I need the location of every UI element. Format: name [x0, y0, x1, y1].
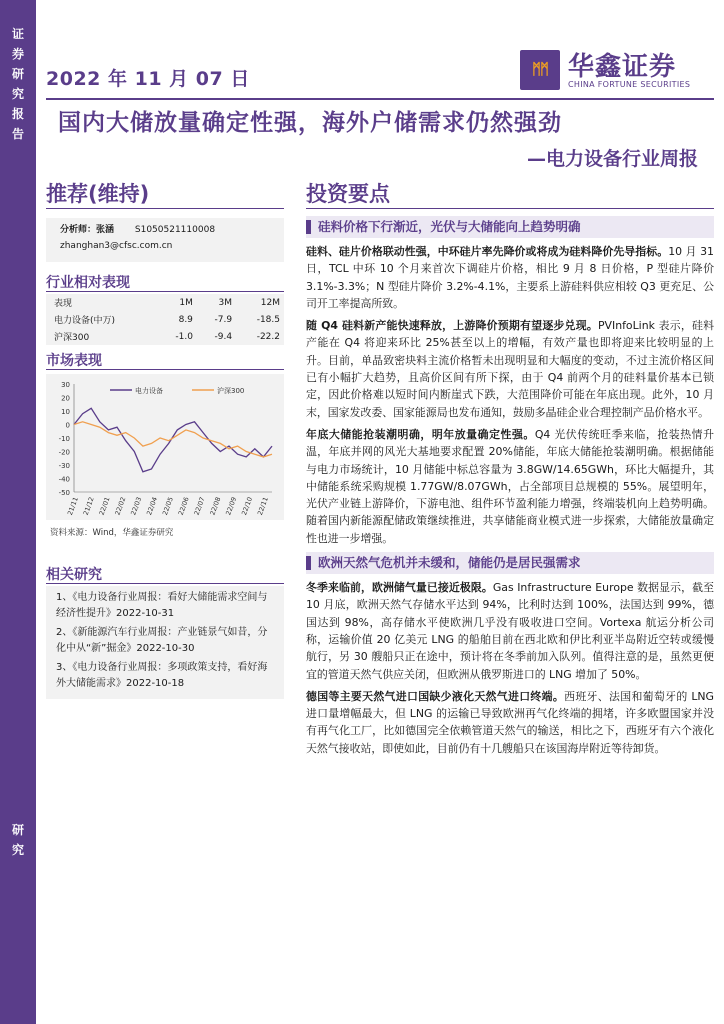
- y-tick-label: 10: [61, 408, 70, 416]
- legend-label: 沪深300: [217, 387, 245, 395]
- series-line-1: [74, 408, 272, 472]
- table-cell: 电力设备(中万): [54, 316, 116, 326]
- table-cell: -22.2: [256, 331, 280, 342]
- table-cell: 8.9: [178, 314, 193, 325]
- market-chart-panel: [46, 374, 284, 520]
- y-tick-label: -30: [58, 462, 70, 470]
- x-tick-label: 22/08: [208, 495, 223, 517]
- table-header-row: [46, 294, 284, 311]
- y-tick-label: -40: [58, 475, 70, 484]
- y-tick-label: 30: [61, 381, 70, 389]
- y-tick-label: -50: [58, 489, 70, 497]
- paragraph-text: Gas Infrastructure Europe 数据显示，截至 10 月底，欧洲天然气存储水平达到 94%，比利时达到 100%，法国达到 99%，德国达到 98%，高存储水平使欧洲几乎没有吸收进口空间。Vortexa 航运分析公司称，运输价值 20 亿美元 LNG 的船舶目前在西北欧和伊比利亚半岛附近空转或缓慢航行，另 30 艘船只正在途中，预计将在冬季前加入队列。值得注意的是，虽然更便宜的管道天然气供应关闭，但欧洲从俄罗斯进口的 LNG 增加了 50%。: [306, 581, 714, 681]
- market-title: 市场表现: [46, 353, 102, 369]
- related-item[interactable]: 3、《电力设备行业周报：多项政策支持，看好海外大储能需求》2022-10-18: [56, 662, 268, 689]
- report-title: 国内大储放量确定性强，海外户储需求仍然强劲: [58, 110, 562, 136]
- market-chart: [46, 374, 284, 520]
- paragraph: [306, 579, 714, 683]
- table-cell: -18.5: [256, 314, 280, 325]
- paragraph-lead: 年底大储能抢装潮明确，明年放量确定性强。: [306, 427, 535, 441]
- table-cell: 沪深300: [54, 333, 90, 343]
- x-tick-label: 22/04: [145, 495, 160, 517]
- table-header-cell: 12M: [260, 297, 280, 308]
- logo-text-en: CHINA FORTUNE SECURITIES: [568, 80, 691, 89]
- table-header-cell: 3M: [218, 297, 233, 308]
- x-tick-label: 22/09: [224, 495, 239, 517]
- table-row: [46, 328, 284, 345]
- section-heading: 硅料价格下行渐近，光伏与大储能向上趋势明确: [306, 216, 714, 238]
- x-tick-label: 21/11: [65, 495, 80, 517]
- report-date: 2022 年 11 月 07 日: [46, 68, 250, 90]
- paragraph-text: 10 月 31 日，TCL 中环 10 个月来首次下调硅片价格，相比 9 月 8 日价格，P 型硅片降价 3.1%-3.3%；N 型硅片降价 3.2%-4.1%，主要系上游硅料供应相较 Q3 更充足、公司开工率提高所致。: [306, 245, 714, 310]
- paragraph-lead: 硅料、硅片价格联动性强，中环硅片率先降价或将成为硅料降价先导指标。: [306, 245, 669, 258]
- analyst-name: 分析师：张涵: [60, 225, 115, 235]
- table-cell: -1.0: [175, 331, 193, 342]
- table-cell: -9.4: [214, 331, 233, 342]
- side-label-top: 证 券 研 究 报 告: [11, 27, 24, 141]
- related-list: [46, 586, 284, 699]
- left-divider: [46, 208, 284, 209]
- y-tick-label: 0: [65, 421, 70, 430]
- side-bar: [0, 0, 36, 1024]
- paragraph: [306, 243, 714, 312]
- paragraph-text: 西班牙、法国和葡萄牙的 LNG 进口量增幅最大，但 LNG 的运输已导致欧洲再气化终端的拥堵，许多欧盟国家并没有再气化工厂，比如德国完全依赖管道天然气的输送，相比之下，西班牙有六个液化天然气接收站，即使如此，目前仍有十几艘船只在该国海岸附近等待卸货。: [306, 689, 714, 755]
- analyst-box: [46, 218, 284, 262]
- x-tick-label: 22/02: [113, 495, 128, 517]
- related-item[interactable]: 2、《新能源汽车行业周报：产业链景气如昔，分化中从“新”掘金》2022-10-30: [56, 627, 268, 654]
- y-tick-label: -20: [58, 448, 70, 457]
- related-item[interactable]: 1、《电力设备行业周报：看好大储能需求空间与经济性提升》2022-10-31: [56, 592, 268, 619]
- x-tick-label: 22/07: [192, 495, 207, 517]
- related-divider: [46, 583, 284, 584]
- table-row: [46, 311, 284, 328]
- y-tick-label: 20: [61, 394, 70, 403]
- right-divider: [306, 208, 714, 209]
- x-tick-label: 22/10: [240, 495, 255, 517]
- section-heading: 欧洲天然气危机并未缓和，储能仍是居民强需求: [306, 552, 714, 574]
- x-tick-label: 22/06: [176, 495, 191, 517]
- report-subtitle: —电力设备行业周报: [526, 148, 698, 170]
- paragraph: [306, 426, 714, 547]
- chart-source: 资料来源：Wind，华鑫证券研究: [50, 528, 174, 538]
- company-logo: [520, 44, 715, 102]
- market-divider: [46, 369, 284, 370]
- x-tick-label: 22/01: [97, 495, 112, 517]
- x-tick-label: 22/05: [160, 495, 175, 517]
- table-header-cell: 1M: [179, 297, 193, 308]
- table-cell: -7.9: [214, 314, 233, 325]
- paragraph-lead: 冬季来临前，欧洲储气量已接近极限。: [306, 581, 493, 595]
- paragraph-lead: 德国等主要天然气进口国缺少液化天然气进口终端。: [306, 689, 565, 703]
- paragraph-text: Q4 光伏传统旺季来临，抢装热情升温，年底并网的风光大基地要求配置 20%储能，年底大储能抢装潮明确。根据储能与电力市场统计，10 月储能中标总容量为 3.8GW/14.65GWh，环比大幅提升，其中储能系统采购规模 1.77GW/8.07GWh，占全部项目总规模的 55%。展望明年，光伏产业链上游降价，下游电池、组件环节盈利能力增强，终端装机向上趋势明确。随着国内新能源配储政策继续推进，共享储能商业模式进一步探索，大储能放量确定性也进一步增强。: [306, 427, 714, 545]
- rating-label: 推荐(维持): [46, 182, 150, 206]
- side-label-bottom: 研 究: [11, 823, 24, 857]
- paragraph: [306, 688, 714, 757]
- x-tick-label: 22/03: [129, 495, 144, 517]
- table-header-cell: 表现: [54, 299, 73, 309]
- logo-text-cn: 华鑫证券: [568, 52, 677, 82]
- analyst-cert: S1050521110008: [134, 225, 216, 235]
- related-title: 相关研究: [46, 567, 102, 583]
- series-line-2: [74, 422, 272, 457]
- analyst-line: [60, 222, 270, 238]
- invest-points-title: 投资要点: [306, 182, 390, 206]
- perf-divider: [46, 291, 284, 292]
- paragraph-text: PVInfoLink 表示，硅料产能在 Q4 将迎来环比 25%甚至以上的增幅，有效产量也即将迎来比较明显的上升。目前，单晶致密块料主流价格暂未出现明显和大幅度的变动，不过主流价格区间已有小幅扩大趋势，且高价区间有所下探，由于 Q4 前两个月的硅料量价基本已锁定，因此价格难以短时间内断崖式下跌，大范围降价可能在年底出现。此外，10 月末，国家发改委、国家能源局也发布通知，鼓励多晶硅企业合理控制产品价格水平。: [306, 319, 714, 419]
- analyst-email[interactable]: zhanghan3@cfsc.com.cn: [60, 241, 173, 251]
- perf-title: 行业相对表现: [46, 275, 130, 291]
- legend-label: 电力设备: [135, 387, 163, 395]
- invest-points-body: [306, 216, 714, 762]
- x-tick-label: 21/12: [81, 495, 96, 517]
- y-tick-label: -10: [58, 435, 70, 443]
- logo-mark-icon: ᛗᛗ: [520, 50, 560, 90]
- performance-table: [46, 294, 284, 345]
- x-tick-label: 22/11: [255, 495, 270, 517]
- paragraph: [306, 317, 714, 421]
- header-divider: [46, 98, 714, 100]
- paragraph-lead: 随 Q4 硅料新产能快速释放，上游降价预期有望逐步兑现。: [306, 319, 598, 333]
